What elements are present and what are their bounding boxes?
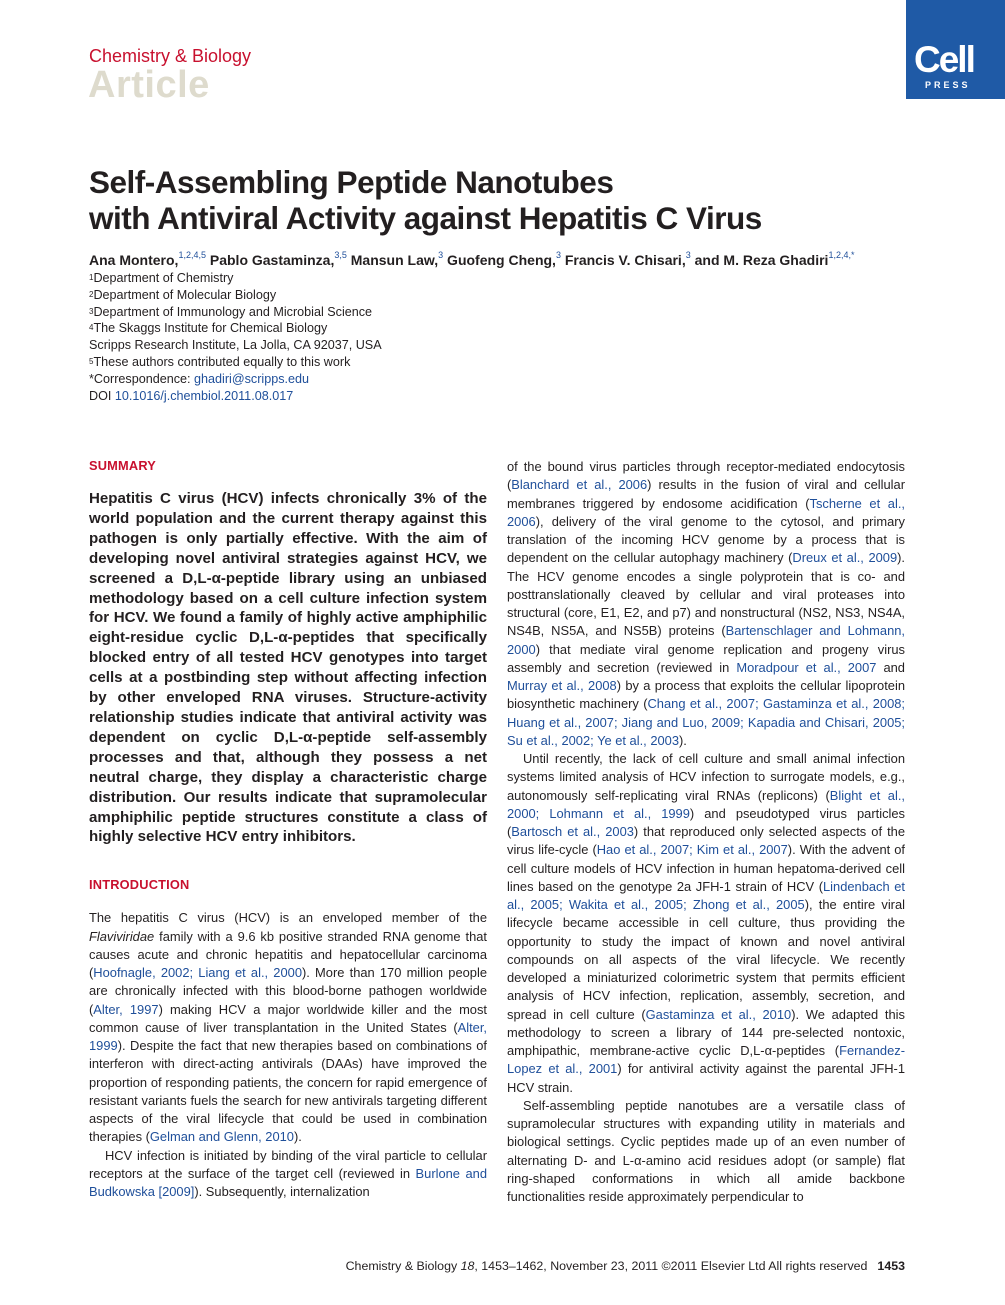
author-name: and M. Reza Ghadiri [690, 252, 829, 268]
doi-line [89, 388, 382, 405]
affiliation-number: 4 [89, 323, 94, 333]
correspondence-line [89, 371, 382, 388]
affiliation-text: The Skaggs Institute for Chemical Biology [93, 321, 328, 336]
author-name: Ana Montero, [89, 252, 179, 268]
affiliation-number: 1 [89, 273, 94, 282]
cell-press-logo [906, 0, 1005, 99]
citation-link[interactable]: Burlone and Budkowska [2009] [89, 1165, 487, 1200]
text-span: ). Subsequently, internalization [194, 1184, 370, 1200]
affiliations-block [89, 270, 382, 404]
author-affiliation-marks: 3 [438, 250, 444, 260]
citation-link[interactable]: Fernandez-Lopez et al., 2001 [507, 1043, 905, 1077]
affiliation-line [89, 354, 382, 371]
author-affiliation-marks: 1,2,4,* [828, 250, 855, 260]
affiliation-text: Department of Chemistry [93, 271, 234, 285]
citation-link[interactable]: Gastaminza et al., 2010 [645, 1006, 792, 1022]
author-affiliation-marks: 3 [555, 250, 561, 260]
text-span: ). The HCV genome encodes a single polyprotein that is co- and posttranslationally cleaved by cellular and viral proteases into structural (core, E1, E2, and p7) and nonstructural (NS2, NS3, NS4A, NS4B, NS5A, and NS5B) proteins ( [507, 550, 905, 639]
text-span: ) that mediate viral genome replication and progeny virus assembly and secretion (reviewed in [507, 641, 905, 675]
citation-link[interactable]: Hoofnagle, 2002; Liang et al., 2000 [93, 965, 302, 981]
affiliation-line [89, 270, 382, 287]
affiliation-line [89, 304, 382, 321]
article-type-label: Article [88, 64, 210, 106]
journal-name: Chemistry & Biology [89, 46, 252, 66]
logo-press: PRESS [925, 80, 971, 90]
text-span: Until recently, the lack of cell culture and small animal infection systems limited analysis of HCV infection to surrogate models, e.g., autonomously self-replicating viral RNAs (replicons) ( [507, 751, 905, 803]
author-name: Mansun Law, [346, 252, 439, 268]
article-title [89, 164, 889, 236]
citation-link[interactable]: Lindenbach et al., 2005; Wakita et al., 2005; Zhong et al., 2005 [507, 878, 905, 912]
correspondence-email-link[interactable]: ghadiri@scripps.edu [194, 371, 310, 386]
text-span: Self-assembling peptide nanotubes are a versatile class of supramolecular structures with expanding utility in materials and biological settings. Cyclic peptides made up of an even number of alternating D- and L-α-amino acid residues adopt (or sample) flat ring-shaped conformations in which all amide backbone functionalities reside approximately perpendicular to [507, 1097, 905, 1204]
author-affiliation-marks: 3 [685, 250, 691, 260]
text-span: family with a 9.6 kb positive stranded RNA genome that causes acute and chronic hepatitis and hepatocellular carcinoma ( [89, 928, 487, 981]
text-span: ) that reproduced only selected aspects of the virus life-cycle ( [507, 824, 905, 858]
correspondence-label: *Correspondence: [89, 371, 195, 386]
text-span: ). We adapted this methodology to screen a library of 144 pre-selected nontoxic, amphipathic, membrane-active cyclic D,L-α-peptides ( [507, 1006, 905, 1058]
summary-text: Hepatitis C virus (HCV) infects chronically 3% of the world population and the current therapy against this pathogen is only partially effective. With the aim of developing novel antiviral strategies against HCV, we screened a D,L-α-peptide library using an unbiased methodology based on a cell culture infection system for HCV. We found a family of highly active amphiphilic eight-residue cyclic D,L-α-peptides that specifically blocked entry of all tested HCV genotypes into target cells at a postbinding step without affecting infection by other enveloped RNA viruses. Structure-activity relationship studies indicate that antiviral activity was dependent on cyclic D,L-α-peptide self-assembly processes and that, although they possess a net neutral charge, they display a characteristic charge distribution. Our results indicate that supramolecular amphiphilic peptide structures constitute a class of highly selective HCV entry inhibitors. [89, 490, 487, 846]
taxon-name: Flaviviridae [89, 928, 155, 944]
citation-link[interactable]: Dreux et al., 2009 [792, 550, 898, 566]
text-span: of the bound virus particles through receptor-mediated endocytosis ( [507, 459, 905, 493]
citation-link[interactable]: Alter, 1999 [89, 1019, 487, 1054]
right-column [507, 458, 905, 1206]
affiliation-number: 2 [89, 289, 94, 299]
author-affiliation-marks: 1,2,4,5 [178, 250, 206, 260]
body-paragraph-continued [507, 458, 905, 750]
author-affiliation-marks: 3,5 [334, 250, 347, 260]
text-span: The hepatitis C virus (HCV) is an enveloped member of the [89, 910, 487, 926]
author-name: Guofeng Cheng, [443, 252, 556, 268]
text-span: ). [293, 1129, 302, 1145]
author-list [89, 252, 854, 268]
left-column [89, 458, 487, 1201]
intro-paragraph-1 [89, 909, 487, 1146]
text-span: ). More than 170 million people are chronically infected with this blood-borne pathogen worldwide ( [89, 965, 487, 1017]
citation-link[interactable]: Moradpour et al., 2007 [736, 659, 877, 675]
doi-label: DOI [89, 388, 115, 403]
citation-link[interactable]: Tscherne et al., 2006 [507, 495, 905, 529]
logo-word: Cell [914, 39, 974, 80]
footer-volume: 18 [460, 1259, 475, 1273]
citation-link[interactable]: Hao et al., 2007; Kim et al., 2007 [596, 842, 788, 858]
footer-citation: , 1453–1462, November 23, 2011 ©2011 Elsevier Ltd All rights reserved [474, 1259, 868, 1273]
text-span: ), the entire viral lifecycle became accessible in cell culture, thus providing the opportunity to study the impact of known and novel antiviral compounds on all aspects of the viral lifecycle. We recently developed a miniaturized colorimetric system that permits efficient analysis of HCV infection, replication, assembly, secretion, and spread in cell culture ( [507, 897, 906, 1022]
body-paragraph [507, 750, 905, 1097]
affiliation-number: 3 [89, 306, 94, 316]
citation-link[interactable]: Chang et al., 2007; Gastaminza et al., 2008; Huang et al., 2007; Jiang and Luo, 2009; Kapadia and Chisari, 2005; Su et al., 2002; Ye et al., 2003 [507, 696, 905, 748]
text-span: ) and pseudotyped virus particles ( [507, 805, 905, 839]
text-span: and [876, 659, 905, 675]
body-paragraph [507, 1097, 905, 1207]
citation-link[interactable]: Bartenschlager and Lohmann, 2000 [507, 623, 906, 657]
text-span: ). [679, 732, 687, 748]
text-span: ). With the advent of cell culture models of HCV infection in human hepatoma-derived cell lines based on the genotype 2a JFH-1 strain of HCV ( [507, 842, 906, 894]
text-span: HCV infection is initiated by binding of the viral particle to cellular receptors at the surface of the target cell (reviewed in [89, 1147, 487, 1181]
text-span: ) making HCV a major worldwide killer and the most common cause of liver transplantation in the United States ( [89, 1001, 488, 1035]
affiliation-text: Department of Molecular Biology [93, 287, 277, 302]
text-span: ) results in the fusion of viral and cellular membranes triggered by endosome acidification ( [507, 477, 905, 511]
introduction-heading: INTRODUCTION [89, 877, 190, 893]
text-span: ), delivery of the viral genome to the cytosol, and primary translation of the incoming HCV genome by a process that is dependent on the cellular autophagy machinery ( [507, 513, 905, 566]
citation-link[interactable]: Bartosch et al., 2003 [511, 824, 634, 839]
text-span: ) by a process that exploits the cellular lipoprotein biosynthetic machinery ( [507, 678, 905, 712]
affiliation-number: 5 [89, 356, 94, 366]
footer-journal: Chemistry & Biology [345, 1259, 461, 1273]
doi-link[interactable]: 10.1016/j.chembiol.2011.08.017 [114, 388, 294, 403]
citation-link[interactable]: Blight et al., 2000; Lohmann et al., 1999 [507, 787, 905, 821]
citation-link[interactable]: Murray et al., 2008 [507, 678, 617, 693]
institution-line: Scripps Research Institute, La Jolla, CA 92037, USA [89, 338, 382, 353]
affiliation-line [89, 287, 382, 304]
title-line-1: Self-Assembling Peptide Nanotubes [89, 164, 614, 200]
text-span: ) for antiviral activity against the parental JFH-1 HCV strain. [507, 1061, 905, 1095]
author-name: Francis V. Chisari, [560, 252, 686, 268]
citation-link[interactable]: Gelman and Glenn, 2010 [149, 1129, 294, 1145]
affiliation-line [89, 320, 382, 337]
text-span: ). Despite the fact that new therapies based on combinations of interferon with direct-acting antivirals (DAAs) have improved the proportion of responding patients, the concern for rapid emergence of resistant variants fuels the search for new antivirals targeting different aspects of the viral lifecycle that could be used in combination therapies ( [89, 1038, 487, 1145]
affiliation-text: These authors contributed equally to this work [93, 354, 351, 369]
intro-paragraph-2 [89, 1147, 487, 1202]
page-footer [300, 1259, 905, 1273]
author-name: Pablo Gastaminza, [205, 252, 335, 268]
title-line-2: with Antiviral Activity against Hepatitis C Virus [89, 200, 762, 236]
summary-heading: SUMMARY [89, 458, 157, 473]
affiliation-text: Department of Immunology and Microbial Science [93, 304, 373, 319]
citation-link[interactable]: Alter, 1997 [93, 1001, 159, 1017]
citation-link[interactable]: Blanchard et al., 2006 [511, 477, 648, 493]
page-number: 1453 [877, 1259, 905, 1273]
